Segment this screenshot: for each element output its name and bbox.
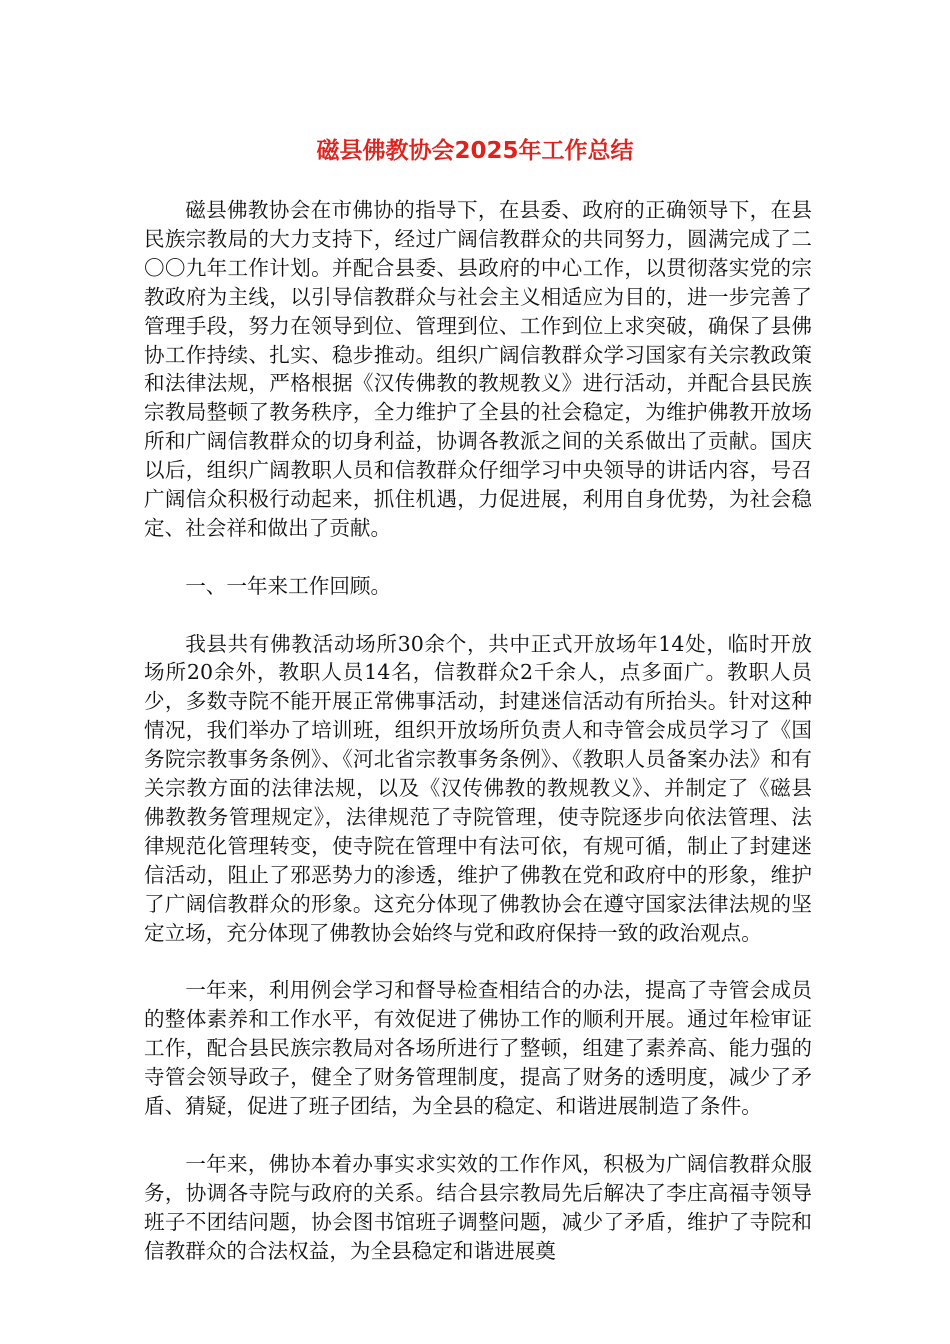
intro-paragraph: 磁县佛教协会在市佛协的指导下，在县委、政府的正确领导下，在县民族宗教局的大力支持下，经过广阔信教群众的共同努力，圆满完成了二〇〇九年工作计划。并配合县委、县政府的中心工作，以贯彻落实党的宗教政府为主线，以引导信教群众与社会主义相适应为目的，进一步完善了管理手段，努力在领导到位、管理到位、工作到位上求突破，确保了县佛协工作持续、扎实、稳步推动。组织广阔信教群众学习国家有关宗教政策和法律法规，严格根据《汉传佛教的教规教义》进行活动，并配合县民族宗教局整顿了教务秩序，全力维护了全县的社会稳定，为维护佛教开放场所和广阔信教群众的切身利益，协调各教派之间的关系做出了贡献。国庆以后，组织广阔教职人员和信教群众仔细学习中央领导的讲话内容，号召广阔信众积极行动起来，抓住机遇，力促进展，利用自身优势，为社会稳定、社会祥和做出了贡献。 [144,198,812,540]
document-title: 磁县佛教协会2025年工作总结 [316,138,634,164]
section-heading-review: 一、一年来工作回顾。 [185,573,392,598]
paragraph-meetings: 一年来，利用例会学习和督导检查相结合的办法，提高了寺管会成员的整体素养和工作水平，有效促进了佛协工作的顺利开展。通过年检审证工作，配合县民族宗教局对各场所进行了整顿，组建了素养高、能力强的寺管会领导政子，健全了财务管理制度，提高了财务的透明度，减少了矛盾、猜疑，促进了班子团结，为全县的稳定、和谐进展制造了条件。 [144,978,812,1119]
paragraph-venues: 我县共有佛教活动场所30余个，共中正式开放场年14处，临时开放场所20余外，教职人员14名，信教群众2千余人，点多面广。教职人员少，多数寺院不能开展正常佛事活动，封建迷信活动有所抬头。针对这种情况，我们举办了培训班，组织开放场所负责人和寺管会成员学习了《国务院宗教事务条例》、《河北省宗教事务条例》、《教职人员备案办法》和有关宗教方面的法律法规，以及《汉传佛教的教规教义》、并制定了《磁县佛教教务管理规定》，法律规范了寺院管理，使寺院逐步向依法管理、法律规范化管理转变，使寺院在管理中有法可依，有规可循，制止了封建迷信活动，阻止了邪恶势力的渗透，维护了佛教在党和政府中的形象，维护了广阔信教群众的形象。这充分体现了佛教协会在遵守国家法律法规的坚定立场，充分体现了佛教协会始终与党和政府保持一致的政治观点。 [144,631,812,945]
paragraph-service: 一年来，佛协本着办事实求实效的工作作风，积极为广阔信教群众服务，协调各寺院与政府的关系。结合县宗教局先后解决了李庄高福寺领导班子不团结问题，协会图书馆班子调整问题，减少了矛盾，维护了寺院和信教群众的合法权益，为全县稳定和谐进展奠 [144,1151,812,1263]
document-body [144,196,812,1265]
